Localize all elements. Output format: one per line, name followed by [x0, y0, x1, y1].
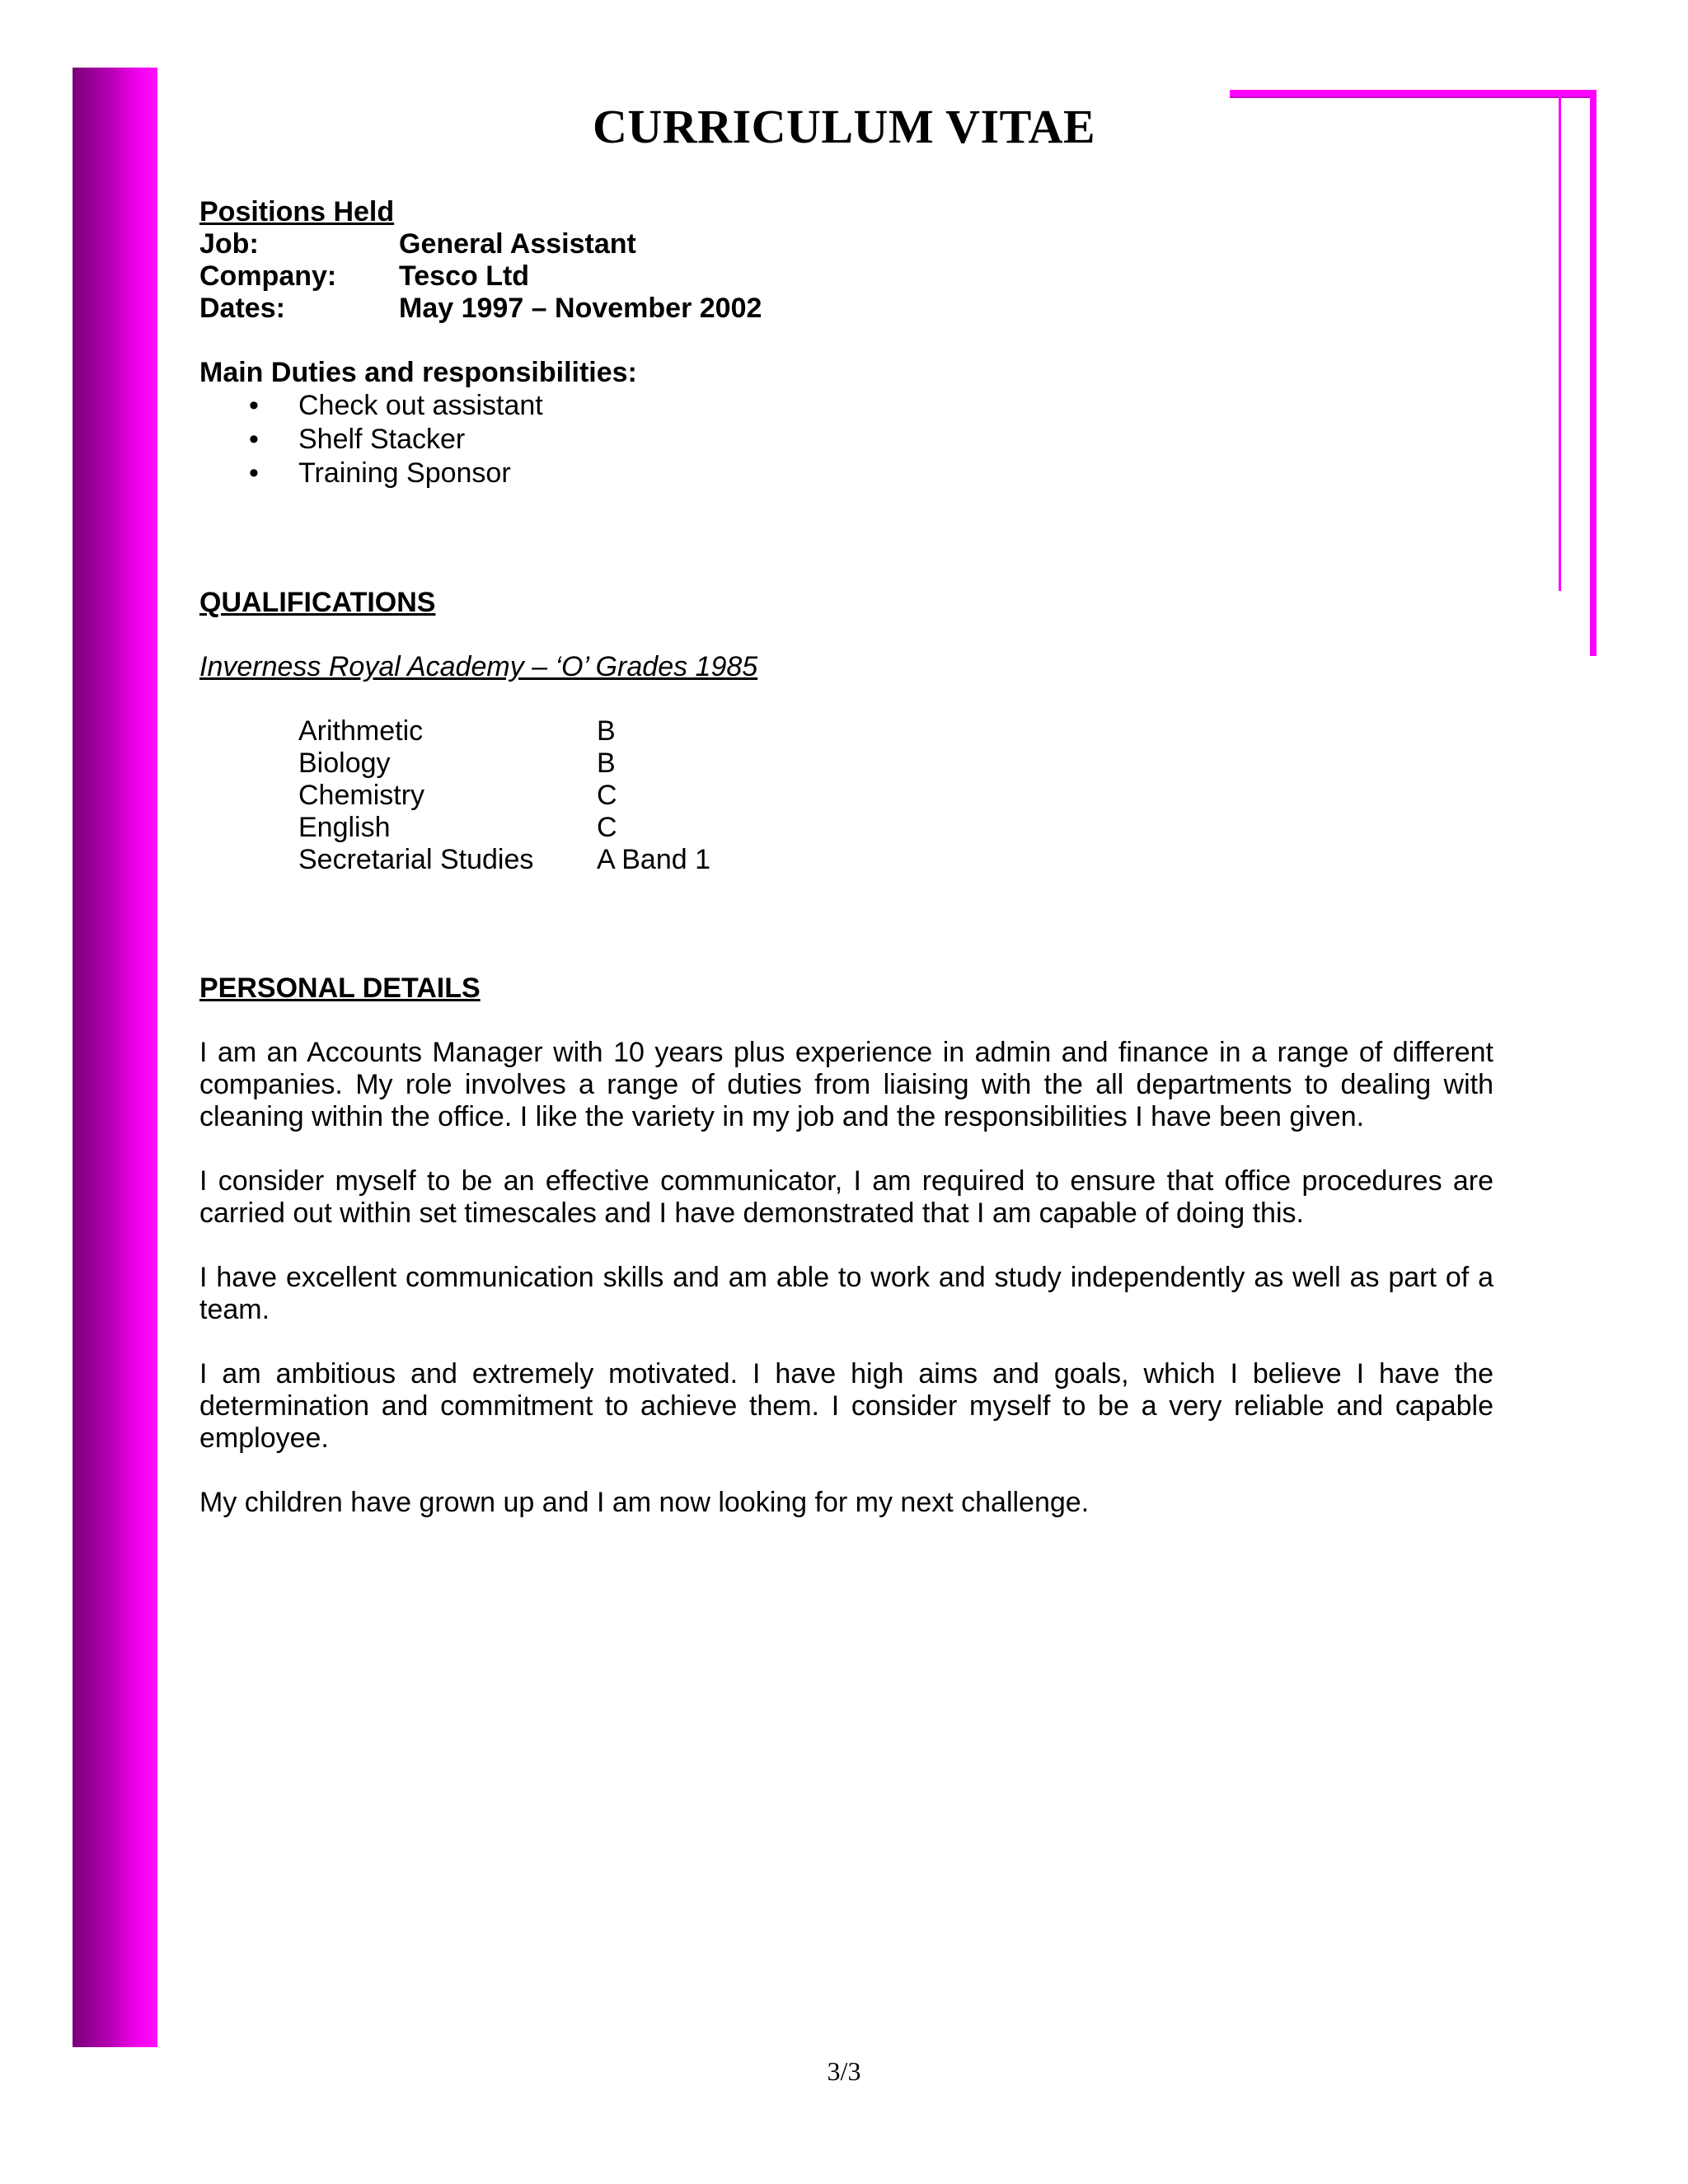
grade-value: B [597, 748, 616, 779]
job-row [199, 228, 1493, 260]
list-item: • Training Sponsor [249, 457, 511, 489]
positions-heading: Positions Held [199, 196, 395, 227]
duties-heading: Main Duties and responsibilities: [199, 357, 637, 388]
grade-subject: English [298, 812, 391, 843]
qualifications-heading: QUALIFICATIONS [199, 587, 436, 618]
document-body [199, 196, 1493, 1519]
personal-heading: PERSONAL DETAILS [199, 972, 481, 1004]
personal-paragraph: I am an Accounts Manager with 10 years plus experience in admin and finance in a range of different companies. My role involves a range of duties from liaising with the all departments to dealing with cleaning within the office. I like the variety in my job and the responsibilities I have been given. [199, 1037, 1493, 1132]
duties-list [199, 389, 1493, 490]
table-row [298, 780, 1493, 812]
table-row [298, 812, 1493, 844]
grade-subject: Chemistry [298, 780, 425, 811]
grade-subject: Secretarial Studies [298, 844, 534, 875]
table-row [298, 748, 1493, 780]
left-decorative-bar [73, 68, 157, 2047]
personal-paragraph: My children have grown up and I am now looking for my next challenge. [199, 1487, 1090, 1518]
company-value: Tesco Ltd [399, 260, 530, 292]
corner-frame-top-shadow [1230, 96, 1592, 98]
dates-row [199, 293, 1493, 325]
corner-frame-inner-line [1559, 96, 1561, 591]
personal-paragraph: I consider myself to be an effective communicator, I am required to ensure that office procedures are carried out within set timescales and I have demonstrated that I am capable of doing this. [199, 1165, 1493, 1229]
corner-frame-right [1590, 90, 1597, 656]
document-title: CURRICULUM VITAE [592, 100, 1096, 153]
list-item: • Shelf Stacker [249, 424, 466, 455]
grade-value: A Band 1 [597, 844, 711, 875]
grade-value: C [597, 780, 617, 811]
company-row [199, 260, 1493, 293]
corner-frame-top [1230, 90, 1597, 96]
company-label: Company: [199, 260, 337, 292]
bullet-icon: • [249, 424, 259, 455]
grade-value: B [597, 715, 616, 747]
grade-value: C [597, 812, 617, 843]
table-row [298, 715, 1493, 748]
job-value: General Assistant [399, 228, 636, 260]
job-label: Job: [199, 228, 259, 260]
personal-paragraph: I am ambitious and extremely motivated. I have high aims and goals, which I believe I have the determination and commitment to achieve them. I consider myself to be a very reliable and capable employee. [199, 1358, 1493, 1454]
grade-subject: Biology [298, 748, 391, 779]
school-line: Inverness Royal Academy – ‘O’ Grades 1985 [199, 651, 758, 682]
grades-table [199, 715, 1493, 876]
table-row [298, 844, 1493, 876]
dates-value: May 1997 – November 2002 [399, 293, 762, 324]
grade-subject: Arithmetic [298, 715, 424, 747]
personal-paragraph: I have excellent communication skills and am able to work and study independently as well as part of a team. [199, 1262, 1493, 1325]
page-number: 3/3 [827, 2056, 861, 2086]
bullet-icon: • [249, 390, 259, 421]
list-item: • Check out assistant [249, 390, 543, 421]
bullet-icon: • [249, 457, 259, 489]
dates-label: Dates: [199, 293, 285, 324]
